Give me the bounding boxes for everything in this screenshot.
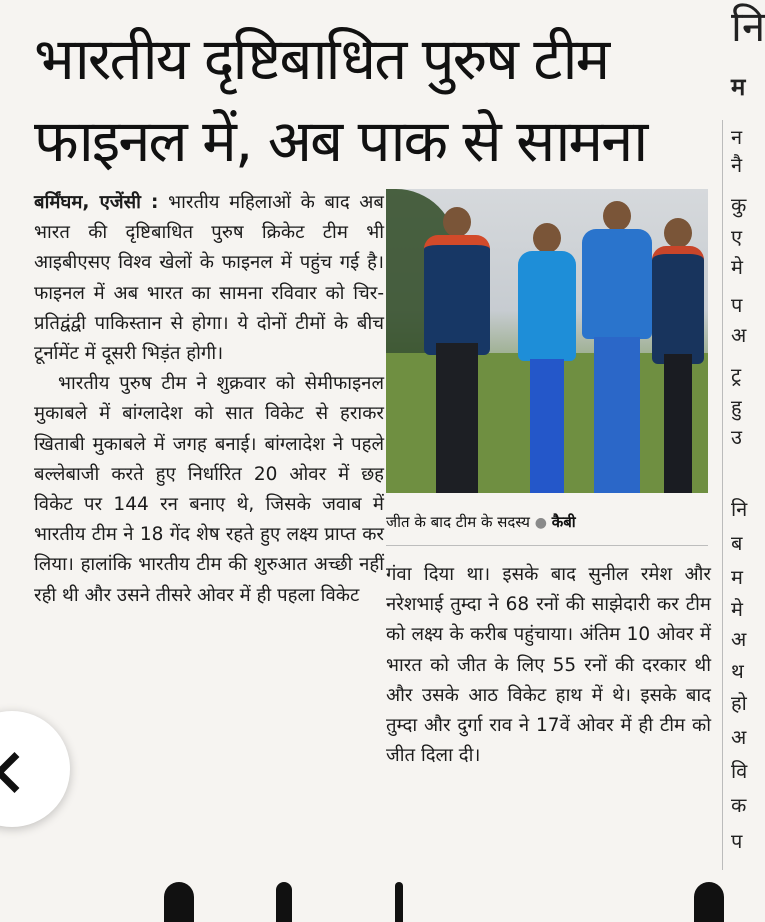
adjacent-column-fragment: म [731, 565, 743, 589]
adjacent-column-fragment: अ [731, 725, 747, 749]
article-paragraph-1 [34, 188, 384, 369]
adjacent-column-fragment: ब [731, 531, 743, 555]
caption-separator-icon: ● [534, 515, 547, 531]
photo-player [582, 201, 652, 493]
adjacent-column-fragment: नि [731, 497, 748, 521]
team-photo [386, 189, 708, 493]
adjacent-column-fragment: क [731, 793, 747, 817]
article-paragraph-3: गंवा दिया था। इसके बाद सुनील रमेश और नरेशभाई तुम्दा ने 68 रनों की साझेदारी कर टीम को लक्ष्य के करीब पहुंचाया। अंतिम 10 ओवर में भारत को जीत के लिए 55 रनों की दरकार थी और उसके आठ विकेट हाथ में थे। इसके बाद तुम्दा और दुर्गा राव ने 17वें ओवर में ही टीम को जीत दिला दी। [386, 564, 711, 767]
photo-player [424, 207, 490, 493]
headline-line-2: फाइनल में, अब पाक से सामना [34, 107, 647, 175]
adjacent-column-fragment: वि [731, 759, 748, 783]
adjacent-column-fragment: नै [731, 153, 743, 177]
photo-player [652, 218, 704, 493]
chevron-left-icon [0, 752, 35, 793]
next-headline-fragment [0, 872, 746, 903]
headline-line-1: भारतीय दृष्टिबाधित पुरुष टीम [34, 25, 609, 93]
cropped-glyph [694, 882, 724, 922]
adjacent-column-fragment: प [731, 293, 743, 317]
article-paragraph-2: भारतीय पुरुष टीम ने शुक्रवार को सेमीफाइनल मुकाबले में बांग्लादेश को सात विकेट से हराकर खिताबी मुकाबले में जगह बनाई। बांग्लादेश ने पहले बल्लेबाजी करते हुए निर्धारित 20 ओवर में छह विकेट पर 144 रन बनाए थे, जिसके जवाब में भारतीय टीम ने 18 गेंद शेष रहते हुए लक्ष्य प्राप्त कर लिया। हालांकि भारतीय टीम की शुरुआत अच्छी नहीं रही थी और उसने तीसरे ओवर में ही पहला विकेट [34, 373, 384, 606]
cropped-glyph [276, 882, 292, 922]
photo-credit: कैबी [551, 513, 576, 531]
article-column-left [34, 188, 384, 868]
adjacent-column-fragment: उ [731, 425, 742, 449]
adjacent-column-fragment: अ [731, 323, 747, 347]
column-divider [722, 120, 723, 870]
adjacent-column-fragment: मे [731, 255, 743, 279]
adjacent-article-fragment [731, 0, 765, 903]
photo-player [518, 223, 576, 493]
adjacent-column-fragment: न [731, 125, 743, 149]
adjacent-column-fragment: ए [731, 225, 743, 249]
cropped-glyph [395, 882, 403, 922]
adjacent-column-fragment: म [731, 73, 746, 101]
caption-divider [386, 545, 708, 546]
adjacent-column-fragment: हु [731, 395, 742, 419]
photo-caption-text: जीत के बाद टीम के सदस्य [386, 513, 530, 531]
adjacent-column-fragment: अ [731, 627, 747, 651]
photo-caption [386, 512, 708, 532]
dateline: बर्मिंघम, एजेंसी : [34, 192, 159, 213]
adjacent-column-fragment: थ [731, 659, 744, 683]
adjacent-column-fragment: नि [731, 2, 765, 51]
adjacent-column-fragment: ट्र [731, 363, 742, 387]
article-paragraph-1-text: भारतीय महिलाओं के बाद अब भारत की दृष्टिबाधित पुरुष क्रिकेट टीम भी आइबीएसए विश्व खेलों के फाइनल में पहुंच गई है। फाइनल में अब भारत का सामना रविवार को चिर-प्रतिद्वंद्वी पाकिस्तान से होगा। ये दोनों टीमों के बीच टूर्नामेंट में दूसरी भिड़ंत होगी। [34, 192, 384, 365]
adjacent-column-fragment: कु [731, 193, 747, 217]
headline [34, 18, 714, 182]
adjacent-column-fragment: मे [731, 597, 743, 621]
adjacent-column-fragment: प [731, 829, 743, 853]
article-column-middle [386, 560, 711, 870]
cropped-glyph [164, 882, 194, 922]
adjacent-column-fragment: हो [731, 691, 747, 715]
